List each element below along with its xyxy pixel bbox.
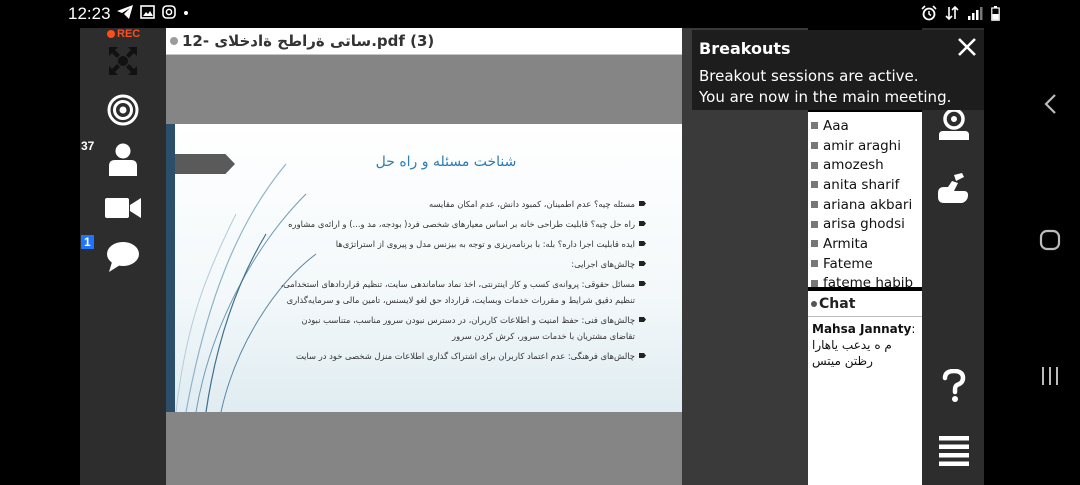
list-item[interactable] [811, 116, 922, 136]
presentation-slide[interactable] [166, 124, 682, 412]
cell-signal-icon [967, 6, 983, 20]
webcam-button[interactable] [98, 187, 148, 229]
slide-bullet: ایده قابلیت اجرا داره؟ بله: با برنامه‌ریزی و توجه به بیزنس مدل و پیروی از استراتژی‌ها [276, 236, 646, 252]
participant-icon [811, 260, 818, 267]
slide-title: شناخت مسئله و راه حل [375, 154, 517, 170]
breakout-message-line: You are now in the main meeting. [699, 88, 952, 106]
participant-icon [811, 142, 818, 149]
slide-bullet: چالش‌های فنی: حفظ امنیت و اطلاعات کاربران، در دسترس نبودن سرور مناسب، متناسب نبودن تقاضای مشتریان با خدمات سرور، کرش کردن سرور [276, 312, 646, 344]
hamburger-menu-icon [939, 435, 969, 467]
participant-name: amozesh [823, 157, 884, 174]
slide-arrow-shape [175, 154, 235, 174]
raise-status-button[interactable] [934, 104, 974, 144]
slide-bullet: مسئله چیه؟ عدم اطمینان، کمبود دانش، عدم امکان مقایسه [276, 196, 646, 212]
list-item[interactable] [811, 136, 922, 156]
data-signal-icon [945, 5, 959, 21]
menu-button[interactable] [934, 431, 974, 471]
participant-icon [811, 280, 818, 287]
alarm-icon [921, 5, 937, 21]
slide-bullet-list [276, 196, 646, 368]
raise-hand-button[interactable] [934, 169, 974, 209]
participant-name: fateme habib [823, 275, 914, 287]
recording-indicator [107, 28, 140, 40]
raise-hand-icon [936, 171, 972, 207]
list-item[interactable] [811, 234, 922, 254]
battery-icon [991, 6, 1000, 21]
list-item[interactable] [811, 274, 922, 288]
speaker-user-icon [937, 107, 971, 141]
status-button[interactable] [98, 89, 148, 131]
participant-name: arisa ghodsi [823, 216, 905, 233]
list-item[interactable] [811, 175, 922, 195]
nav-back-button[interactable] [1020, 84, 1080, 124]
help-button[interactable] [934, 366, 974, 406]
chat-title: Chat [819, 295, 856, 312]
gallery-icon [140, 5, 155, 19]
slide-bullet: چالش‌های اجرایی: [276, 256, 646, 272]
participant-icon [811, 181, 818, 188]
chat-message [808, 317, 922, 373]
chat-unread-badge: 1 [81, 235, 94, 249]
rec-label: REC [117, 28, 141, 40]
chevron-left-icon [1043, 93, 1057, 115]
participant-name: ariana akbari [823, 196, 913, 213]
participant-icon [811, 162, 818, 169]
document-title: 12- ساتی ةراطح ةادخلای.pdf (3) [182, 32, 435, 50]
slide-bullet: مسائل حقوقی: پروانه‌ی کسب و کار اینترنتی، اخذ نماد ساماندهی سایت، تنظیم قراردادهای استخدامی، تنظیم دقیق شرایط و مقررات خدمات وبسایت، قرارداد حق لغو لایسنس، تامین مالی و سرمایه‌گذاری [276, 276, 646, 308]
list-item[interactable] [811, 155, 922, 175]
more-notifications-icon [183, 5, 189, 19]
fullscreen-button[interactable] [98, 40, 148, 82]
participants-button[interactable] [98, 138, 148, 180]
nav-home-button[interactable] [1020, 220, 1080, 260]
system-icons [921, 5, 1000, 21]
question-mark-icon [942, 369, 966, 403]
status-time: 12:23 [68, 4, 111, 23]
participant-name: Aaa [823, 117, 849, 134]
record-dot-icon [107, 30, 115, 38]
video-camera-icon [105, 196, 141, 220]
slide-bullet: چالش‌های فرهنگی: عدم اعتماد کاربران برای اشتراک گذاری اطلاعات منزل شخصی خود در سایت [276, 348, 646, 364]
status-bar [0, 0, 1080, 28]
instagram-icon [162, 5, 176, 19]
participant-name: amir araghi [823, 137, 901, 154]
document-pod [166, 28, 682, 485]
participant-icon [811, 122, 818, 129]
chat-message-text: : م ه یدعب یاهارا رظتن میتس [812, 322, 916, 368]
notification-icons [117, 5, 189, 19]
speech-bubble-icon [106, 241, 140, 273]
collapse-arrows-icon [108, 46, 138, 76]
close-icon [956, 36, 978, 58]
slide-side-stripe [166, 124, 175, 412]
document-titlebar [166, 28, 682, 55]
participants-count-badge: 37 [81, 139, 95, 153]
list-item[interactable] [811, 254, 922, 274]
home-circle-icon [1039, 229, 1061, 251]
close-button[interactable] [956, 36, 978, 58]
participant-icon [811, 221, 818, 228]
chat-sender: Mahsa Jannaty [812, 322, 912, 336]
breakout-title: Breakouts [699, 39, 791, 58]
telegram-icon [117, 5, 133, 19]
chat-pod [808, 291, 922, 485]
pod-menu-icon[interactable] [811, 301, 817, 307]
chat-button[interactable] [98, 236, 148, 278]
participant-name: anita sharif [823, 176, 900, 193]
list-item[interactable] [811, 195, 922, 215]
chat-header [808, 291, 922, 317]
participant-name: Fateme [823, 255, 873, 272]
slide-bullet: راه حل چیه؟ قابلیت طراحی خانه بر اساس معیارهای شخصی فرد( بودجه، مد و...) و ارائه‌ی مشاوره [276, 216, 646, 232]
nav-recents-button[interactable] [1020, 356, 1080, 396]
left-toolbar [80, 28, 166, 485]
participant-icon [811, 201, 818, 208]
participant-name: Armita [823, 235, 869, 252]
breakout-message [699, 66, 979, 108]
target-icon [107, 94, 139, 126]
participant-icon [811, 240, 818, 247]
pod-menu-icon[interactable] [170, 37, 178, 45]
user-icon [107, 142, 139, 176]
recents-icon [1039, 365, 1061, 387]
attendee-list [808, 112, 922, 287]
breakout-message-line: Breakout sessions are active. [699, 67, 919, 85]
list-item[interactable] [811, 214, 922, 234]
breakout-notification [692, 30, 984, 110]
